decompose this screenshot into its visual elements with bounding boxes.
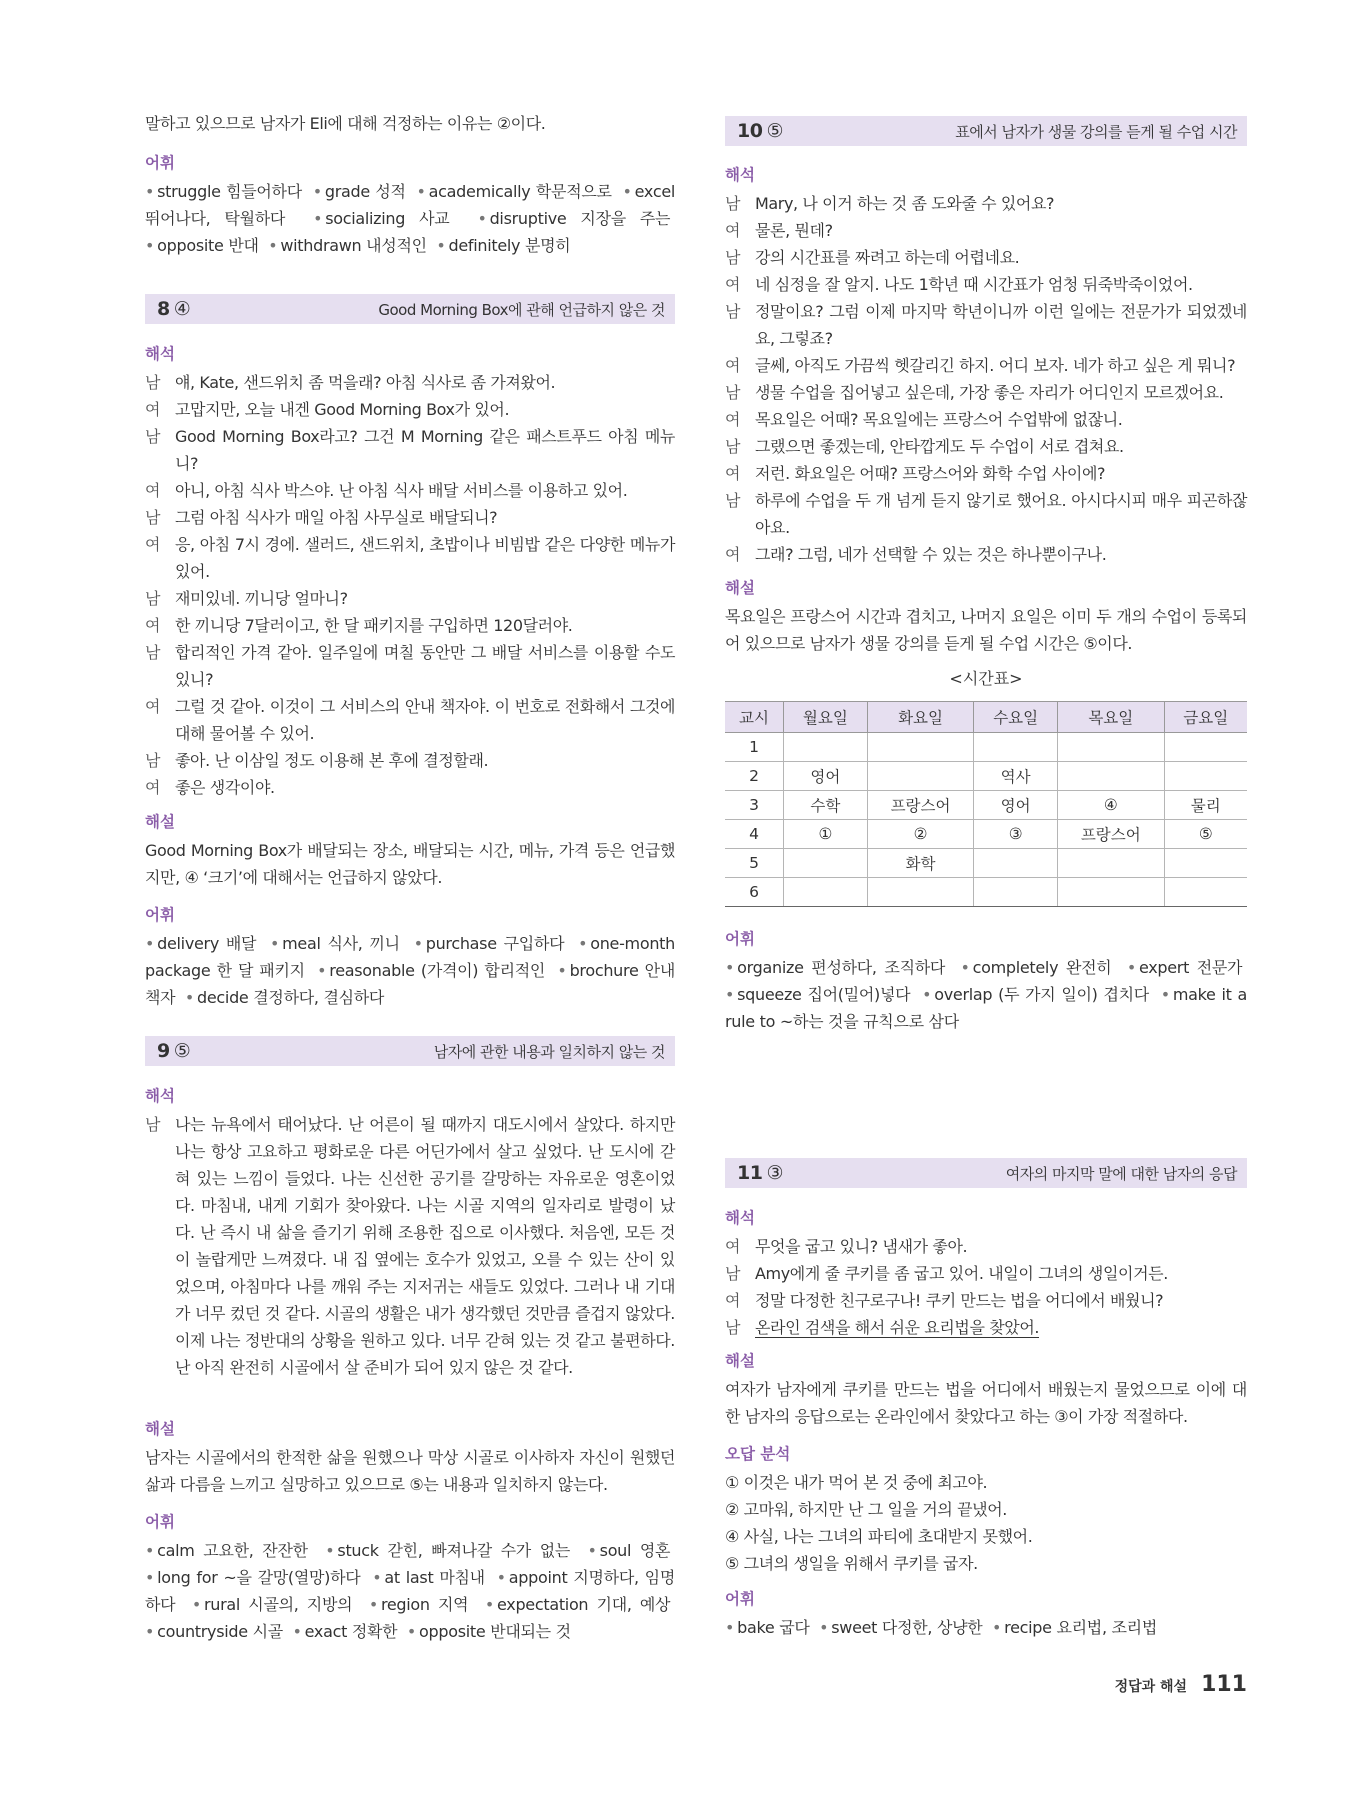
dialogue-line bbox=[725, 298, 1247, 352]
table-cell: 4 bbox=[725, 820, 784, 849]
table-cell bbox=[867, 878, 973, 907]
vocab-item: • countryside 시골 bbox=[145, 1622, 283, 1641]
dialogue-line bbox=[725, 1287, 1247, 1314]
translation-label: 해석 bbox=[145, 345, 175, 363]
vocab-item: • completely 완전히 bbox=[960, 958, 1111, 977]
question-number: 11 ③ bbox=[737, 1162, 783, 1184]
table-row bbox=[725, 820, 1247, 849]
table-cell bbox=[1058, 878, 1164, 907]
question-11-header bbox=[725, 1158, 1247, 1188]
q9-vocab bbox=[145, 1511, 675, 1645]
explanation-label: 해설 bbox=[145, 813, 175, 831]
dialogue-text: 얘, Kate, 샌드위치 좀 먹을래? 아침 식사로 좀 가져왔어. bbox=[175, 373, 556, 392]
speaker-label: 남 bbox=[145, 373, 161, 392]
vocab-item: • sweet 다정한, 상냥한 bbox=[819, 1618, 982, 1637]
dialogue-line bbox=[725, 352, 1247, 379]
vocab-list-7 bbox=[145, 178, 675, 259]
speaker-label: 여 bbox=[725, 545, 741, 564]
vocab-item: • bake 굽다 bbox=[725, 1618, 810, 1637]
dialogue-line bbox=[145, 477, 675, 504]
intro-text: 말하고 있으므로 남자가 Eli에 대해 걱정하는 이유는 ②이다. bbox=[145, 114, 546, 133]
speaker-label: 남 bbox=[145, 1115, 161, 1134]
table-cell bbox=[1058, 762, 1164, 791]
table-cell: 영어 bbox=[784, 762, 868, 791]
vocab-item: • grade 성적 bbox=[313, 182, 406, 201]
dialogue-line bbox=[725, 1314, 1247, 1341]
vocab-item: • appoint 지명하다, 임명하다 bbox=[145, 1568, 675, 1614]
vocab-item: • socializing 사교 bbox=[313, 209, 449, 228]
table-cell bbox=[1164, 878, 1247, 907]
speaker-label: 여 bbox=[145, 697, 161, 716]
footer-label: 정답과 해설 bbox=[1114, 1679, 1188, 1695]
dialogue-text: 글쎄, 아직도 가끔씩 헷갈리긴 하지. 어디 보자. 네가 하고 싶은 게 뭐니? bbox=[755, 356, 1236, 375]
dialogue-text: 온라인 검색을 해서 쉬운 요리법을 찾았어. bbox=[755, 1318, 1040, 1337]
dialogue-line bbox=[145, 774, 675, 801]
dialogue-text: 응, 아침 7시 경에. 샐러드, 샌드위치, 초밥이나 비빔밥 같은 다양한 메뉴가 있어. bbox=[175, 535, 675, 581]
table-header-row bbox=[725, 702, 1247, 733]
dialogue-text: Amy에게 줄 쿠키를 좀 굽고 있어. 내일이 그녀의 생일이거든. bbox=[755, 1264, 1168, 1283]
speaker-label: 남 bbox=[145, 508, 161, 527]
speaker-label: 남 bbox=[725, 248, 741, 267]
q11-wrong-analysis bbox=[725, 1443, 1247, 1577]
dialogue-line bbox=[725, 271, 1247, 298]
vocab-item: • brochure 안내 책자 bbox=[145, 961, 675, 1007]
translation-label: 해석 bbox=[725, 1209, 755, 1227]
monologue bbox=[145, 1111, 675, 1381]
table-cell: 프랑스어 bbox=[1058, 820, 1164, 849]
q8-vocab bbox=[145, 904, 675, 1011]
wrong-option: ④ 사실, 나는 그녀의 파티에 초대받지 못했어. bbox=[725, 1527, 1033, 1546]
dialogue-text: 좋아. 난 이삼일 정도 이용해 본 후에 결정할래. bbox=[175, 751, 489, 770]
speaker-label: 남 bbox=[145, 427, 161, 446]
dialogue-line bbox=[725, 217, 1247, 244]
answer-mark: ③ bbox=[766, 1162, 783, 1184]
dialogue-line bbox=[145, 639, 675, 693]
dialogue-text: 물론, 뭔데? bbox=[755, 221, 833, 240]
dialogue-text: 재미있네. 끼니당 얼마니? bbox=[175, 589, 348, 608]
table-cell: 영어 bbox=[974, 791, 1058, 820]
question-8-header bbox=[145, 294, 675, 324]
vocab-item: • opposite 반대되는 것 bbox=[407, 1622, 571, 1641]
speaker-label: 여 bbox=[725, 464, 741, 483]
table-cell: 수학 bbox=[784, 791, 868, 820]
dialogue-text: 좋은 생각이야. bbox=[175, 778, 275, 797]
table-cell bbox=[1164, 762, 1247, 791]
q8-explanation bbox=[145, 811, 675, 891]
vocab-item: • exact 정확한 bbox=[293, 1622, 398, 1641]
vocab-item: • disruptive 지장을 주는 bbox=[477, 209, 670, 228]
vocab-item: • definitely 분명히 bbox=[436, 236, 570, 255]
table-cell: 5 bbox=[725, 849, 784, 878]
q10-translation bbox=[725, 164, 1247, 568]
speaker-label: 남 bbox=[145, 589, 161, 608]
vocab-item: • withdrawn 내성적인 bbox=[268, 236, 427, 255]
q11-translation bbox=[725, 1207, 1247, 1341]
question-topic: 남자에 관한 내용과 일치하지 않는 것 bbox=[433, 1042, 665, 1061]
speaker-label: 여 bbox=[725, 356, 741, 375]
vocab-item: • one-month package 한 달 패키지 bbox=[145, 934, 675, 980]
table-cell bbox=[784, 849, 868, 878]
table-row bbox=[725, 733, 1247, 762]
vocab-item: • delivery 배달 bbox=[145, 934, 256, 953]
vocab-item: • at last 마침내 bbox=[372, 1568, 485, 1587]
table-row bbox=[725, 878, 1247, 907]
speaker-label: 남 bbox=[145, 751, 161, 770]
q11-explanation bbox=[725, 1350, 1247, 1430]
question-9-header bbox=[145, 1036, 675, 1066]
table-header: 수요일 bbox=[974, 702, 1058, 733]
table-cell bbox=[867, 762, 973, 791]
dialogue-text: 합리적인 가격 같아. 일주일에 며칠 동안만 그 배달 서비스를 이용할 수도 있니? bbox=[175, 643, 675, 689]
vocab-item: • expert 전문가 bbox=[1127, 958, 1242, 977]
dialogue-line bbox=[725, 244, 1247, 271]
timetable-title: <시간표> bbox=[949, 669, 1023, 688]
dialogue-line bbox=[725, 1233, 1247, 1260]
speaker-label: 여 bbox=[725, 275, 741, 294]
explanation-label: 해설 bbox=[725, 579, 755, 597]
speaker-label: 남 bbox=[725, 383, 741, 402]
table-cell: 역사 bbox=[974, 762, 1058, 791]
table-row bbox=[725, 791, 1247, 820]
page-number: 111 bbox=[1201, 1672, 1247, 1697]
dialogue-text: 하루에 수업을 두 개 넘게 듣지 않기로 했어요. 아시다시피 매우 피곤하잖아요. bbox=[755, 491, 1247, 537]
dialogue-text: 목요일은 어때? 목요일에는 프랑스어 수업밖에 없잖니. bbox=[755, 410, 1123, 429]
dialogue-line bbox=[145, 612, 675, 639]
dialogue-text: Mary, 나 이거 하는 것 좀 도와줄 수 있어요? bbox=[755, 194, 1055, 213]
speaker-label: 남 bbox=[725, 1264, 741, 1283]
dialogue-line bbox=[145, 369, 675, 396]
dialogue bbox=[145, 369, 675, 801]
vocab-list bbox=[145, 1537, 675, 1645]
table-cell: ④ bbox=[1058, 791, 1164, 820]
speaker-label: 여 bbox=[725, 221, 741, 240]
dialogue-line bbox=[725, 541, 1247, 568]
vocab-item: • region 지역 bbox=[369, 1595, 469, 1614]
explanation-text: 여자가 남자에게 쿠키를 만드는 법을 어디에서 배웠는지 물었으므로 이에 대한 남자의 응답으로는 온라인에서 찾았다고 하는 ③이 가장 적절하다. bbox=[725, 1380, 1247, 1426]
table-cell bbox=[867, 733, 973, 762]
question-number: 9 ⑤ bbox=[157, 1040, 191, 1062]
dialogue-text: 정말 다정한 친구로구나! 쿠키 만드는 법을 어디에서 배웠니? bbox=[755, 1291, 1164, 1310]
timetable bbox=[725, 667, 1247, 907]
speaker-label: 여 bbox=[145, 616, 161, 635]
vocab-item: • expectation 기대, 예상 bbox=[485, 1595, 670, 1614]
vocab-item: • meal 식사, 끼니 bbox=[270, 934, 400, 953]
dialogue-line bbox=[725, 487, 1247, 541]
table-header: 월요일 bbox=[784, 702, 868, 733]
table-header: 화요일 bbox=[867, 702, 973, 733]
vocab-label: 어휘 bbox=[725, 930, 755, 948]
table-cell bbox=[1164, 733, 1247, 762]
dialogue-text: 고맙지만, 오늘 내겐 Good Morning Box가 있어. bbox=[175, 400, 510, 419]
table-cell: 물리 bbox=[1164, 791, 1247, 820]
vocab-item: • soul 영혼 bbox=[588, 1541, 671, 1560]
vocab-label-7: 어휘 bbox=[145, 154, 175, 172]
question-topic: 여자의 마지막 말에 대한 남자의 응답 bbox=[1005, 1164, 1237, 1183]
speaker-label: 남 bbox=[725, 194, 741, 213]
dialogue-text: 강의 시간표를 짜려고 하는데 어렵네요. bbox=[755, 248, 1020, 267]
vocab-item: • make it a rule to ~하는 것을 규칙으로 삼다 bbox=[725, 985, 1247, 1031]
speaker-label: 여 bbox=[725, 410, 741, 429]
speaker-label: 여 bbox=[725, 1237, 741, 1256]
speaker-label: 여 bbox=[145, 481, 161, 500]
dialogue-line bbox=[145, 747, 675, 774]
table-cell: 6 bbox=[725, 878, 784, 907]
dialogue-text: 생물 수업을 집어넣고 싶은데, 가장 좋은 자리가 어디인지 모르겠어요. bbox=[755, 383, 1224, 402]
vocab-list bbox=[145, 930, 675, 1011]
vocab-item: • overlap (두 가지 일이) 겹치다 bbox=[922, 985, 1149, 1004]
speaker-label: 여 bbox=[145, 400, 161, 419]
table-cell: ① bbox=[784, 820, 868, 849]
dialogue-text: 그랬으면 좋겠는데, 안타깝게도 두 수업이 서로 겹쳐요. bbox=[755, 437, 1124, 456]
explanation-label: 해설 bbox=[145, 1420, 175, 1438]
table-cell: 1 bbox=[725, 733, 784, 762]
speaker-label: 여 bbox=[145, 535, 161, 554]
dialogue-line bbox=[725, 190, 1247, 217]
dialogue bbox=[725, 1233, 1247, 1341]
vocab-item: • purchase 구입하다 bbox=[414, 934, 565, 953]
dialogue-text: 한 끼니당 7달러이고, 한 달 패키지를 구입하면 120달러야. bbox=[175, 616, 573, 635]
question-number: 10 ⑤ bbox=[737, 120, 783, 142]
table-cell bbox=[1164, 849, 1247, 878]
dialogue-text: 그럼 아침 식사가 매일 아침 사무실로 배달되니? bbox=[175, 508, 498, 527]
dialogue-line bbox=[145, 531, 675, 585]
q9-translation bbox=[145, 1085, 675, 1381]
vocab-item: • organize 편성하다, 조직하다 bbox=[725, 958, 945, 977]
dialogue-text: 무엇을 굽고 있니? 냄새가 좋아. bbox=[755, 1237, 968, 1256]
vocab-label: 어휘 bbox=[145, 1513, 175, 1531]
answer-mark: ⑤ bbox=[173, 1040, 191, 1062]
dialogue-line bbox=[145, 585, 675, 612]
q10-explanation bbox=[725, 577, 1247, 657]
dialogue-text: 정말이요? 그럼 이제 마지막 학년이니까 이런 일에는 전문가가 되었겠네요, 그렇죠? bbox=[755, 302, 1247, 348]
vocab-item: • struggle 힘들어하다 bbox=[145, 182, 302, 201]
table-cell bbox=[1058, 849, 1164, 878]
dialogue bbox=[725, 190, 1247, 568]
speaker-label: 남 bbox=[725, 302, 741, 321]
translation-label: 해석 bbox=[145, 1087, 175, 1105]
speaker-label: 여 bbox=[725, 1291, 741, 1310]
table-cell: 3 bbox=[725, 791, 784, 820]
speaker-label: 남 bbox=[145, 643, 161, 662]
dialogue-text: 아니, 아침 식사 박스야. 난 아침 식사 배달 서비스를 이용하고 있어. bbox=[175, 481, 628, 500]
dialogue-line bbox=[725, 1260, 1247, 1287]
table-cell: 2 bbox=[725, 762, 784, 791]
table-cell bbox=[974, 733, 1058, 762]
table-cell: 화학 bbox=[867, 849, 973, 878]
vocab-item: • calm 고요한, 잔잔한 bbox=[145, 1541, 308, 1560]
dialogue-text: 그럴 것 같아. 이것이 그 서비스의 안내 책자야. 이 번호로 전화해서 그것에 대해 물어볼 수 있어. bbox=[175, 697, 675, 743]
table-cell bbox=[784, 878, 868, 907]
table-cell: 프랑스어 bbox=[867, 791, 973, 820]
timetable-table bbox=[725, 701, 1247, 907]
explanation-text: 목요일은 프랑스어 시간과 겹치고, 나머지 요일은 이미 두 개의 수업이 등록되어 있으므로 남자가 생물 강의를 듣게 될 수업 시간은 ⑤이다. bbox=[725, 607, 1247, 653]
q11-vocab bbox=[725, 1588, 1247, 1641]
answer-mark: ④ bbox=[173, 298, 191, 320]
dialogue-line bbox=[725, 379, 1247, 406]
translation-label: 해석 bbox=[725, 166, 755, 184]
speaker-label: 남 bbox=[725, 1318, 741, 1337]
table-cell bbox=[974, 849, 1058, 878]
dialogue-line bbox=[725, 433, 1247, 460]
dialogue-line bbox=[145, 396, 675, 423]
vocab-item: • stuck 갇힌, 빠져나갈 수가 없는 bbox=[325, 1541, 570, 1560]
monologue-text: 나는 뉴욕에서 태어났다. 난 어른이 될 때까지 대도시에서 살았다. 하지만 나는 항상 고요하고 평화로운 다른 어딘가에서 살고 싶었다. 난 도시에 갇혀 있는 느낌이 들었다. 나는 신선한 공기를 갈망하는 자유로운 영혼이었다. 마침내, 내게 기회가 찾아왔다. 나는 시골 지역의 일자리로 발령이 났다. 난 즉시 내 삶을 즐기기 위해 조용한 집으로 이사했다. 처음엔, 모든 것이 놀랍게만 느껴졌다. 내 집 옆에는 호수가 있었고, 오를 수 있는 산이 있었으며, 아침마다 나를 깨워 주는 지저귀는 새들도 있었다. 그러나 내 기대가 너무 컸던 것 같다. 시골의 생활은 내가 생각했던 것만큼 즐겁지 않았다. 이제 나는 정반대의 상황을 원하고 있다. 너무 갇혀 있는 것 같고 불편하다. 난 아직 완전히 시골에서 살 준비가 되어 있지 않은 것 같다. bbox=[175, 1115, 675, 1377]
table-header: 교시 bbox=[725, 702, 784, 733]
table-header: 목요일 bbox=[1058, 702, 1164, 733]
vocab-item: • squeeze 집어(밀어)넣다 bbox=[725, 985, 910, 1004]
dialogue-line bbox=[725, 406, 1247, 433]
question-topic: Good Morning Box에 관해 언급하지 않은 것 bbox=[378, 300, 665, 319]
table-cell: ⑤ bbox=[1164, 820, 1247, 849]
dialogue-line bbox=[725, 460, 1247, 487]
table-cell bbox=[784, 733, 868, 762]
wrong-option: ⑤ 그녀의 생일을 위해서 쿠키를 굽자. bbox=[725, 1554, 978, 1573]
question-topic: 표에서 남자가 생물 강의를 듣게 될 수업 시간 bbox=[955, 122, 1237, 141]
dialogue-text: 저런. 화요일은 어때? 프랑스어와 화학 수업 사이에? bbox=[755, 464, 1106, 483]
table-cell: ③ bbox=[974, 820, 1058, 849]
dialogue-line bbox=[145, 423, 675, 477]
q10-vocab bbox=[725, 928, 1247, 1035]
dialogue-line bbox=[145, 693, 675, 747]
vocab-item: • opposite 반대 bbox=[145, 236, 259, 255]
answer-mark: ⑤ bbox=[766, 120, 783, 142]
vocab-list bbox=[725, 954, 1247, 1035]
explanation-text: 남자는 시골에서의 한적한 삶을 원했으나 막상 시골로 이사하자 자신이 원했던 삶과 다름을 느끼고 실망하고 있으므로 ⑤는 내용과 일치하지 않는다. bbox=[145, 1448, 675, 1494]
speaker-label: 여 bbox=[145, 778, 161, 797]
table-header: 금요일 bbox=[1164, 702, 1247, 733]
vocab-label: 어휘 bbox=[145, 906, 175, 924]
vocab-item: • rural 시골의, 지방의 bbox=[192, 1595, 352, 1614]
vocab-item: • recipe 요리법, 조리법 bbox=[992, 1618, 1157, 1637]
table-row bbox=[725, 849, 1247, 878]
vocab-item: • excel 뛰어나다, 탁월하다 bbox=[145, 182, 675, 228]
vocab-item: • academically 학문적으로 bbox=[417, 182, 612, 201]
dialogue-text: 네 심정을 잘 알지. 나도 1학년 때 시간표가 엄청 뒤죽박죽이었어. bbox=[755, 275, 1193, 294]
question-number: 8 ④ bbox=[157, 298, 191, 320]
speaker-label: 남 bbox=[725, 491, 741, 510]
speaker-label: 남 bbox=[725, 437, 741, 456]
table-row bbox=[725, 762, 1247, 791]
wrong-option: ② 고마워, 하지만 난 그 일을 거의 끝냈어. bbox=[725, 1500, 1007, 1519]
table-cell bbox=[1058, 733, 1164, 762]
vocab-label: 어휘 bbox=[725, 1590, 755, 1608]
vocab-item: • decide 결정하다, 결심하다 bbox=[185, 988, 384, 1007]
table-cell bbox=[974, 878, 1058, 907]
vocab-item: • long for ~을 갈망(열망)하다 bbox=[145, 1568, 360, 1587]
q9-explanation bbox=[145, 1418, 675, 1498]
vocab-list bbox=[725, 1614, 1247, 1641]
dialogue-text: 그래? 그럼, 네가 선택할 수 있는 것은 하나뿐이구나. bbox=[755, 545, 1107, 564]
question-10-header bbox=[725, 116, 1247, 146]
q8-translation bbox=[145, 343, 675, 801]
table-cell: ② bbox=[867, 820, 973, 849]
wrong-option: ① 이것은 내가 먹어 본 것 중에 최고야. bbox=[725, 1473, 988, 1492]
page-footer bbox=[1115, 1672, 1247, 1697]
vocab-item: • reasonable (가격이) 합리적인 bbox=[317, 961, 545, 980]
explanation-text: Good Morning Box가 배달되는 장소, 배달되는 시간, 메뉴, 가격 등은 언급했지만, ④ ‘크기’에 대해서는 언급하지 않았다. bbox=[145, 841, 675, 887]
dialogue-line bbox=[145, 504, 675, 531]
dialogue-text: Good Morning Box라고? 그건 M Morning 같은 패스트푸드 아침 메뉴니? bbox=[175, 427, 675, 473]
explanation-label: 해설 bbox=[725, 1352, 755, 1370]
wrong-analysis-label: 오답 분석 bbox=[725, 1445, 791, 1463]
